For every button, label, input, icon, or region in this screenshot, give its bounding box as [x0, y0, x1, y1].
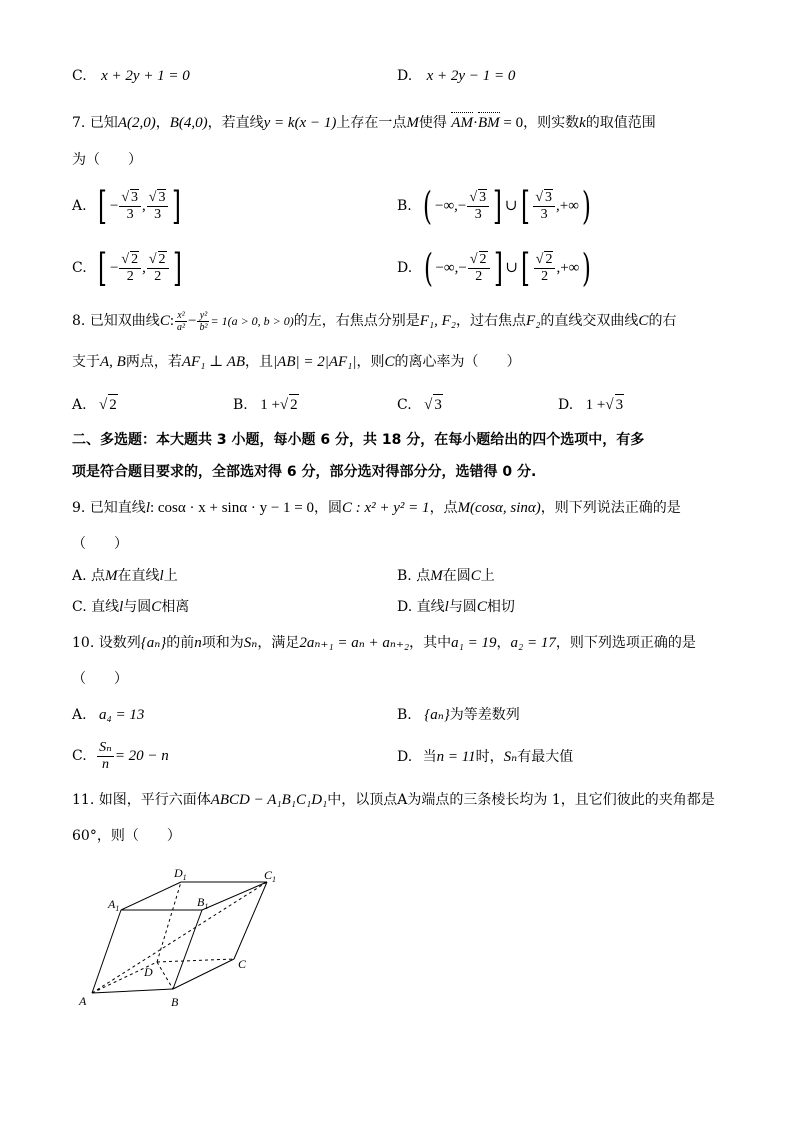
numerator: x²	[175, 310, 187, 322]
edge-ab	[92, 989, 173, 993]
q8-option-d: D. 1 +√ 3	[558, 394, 624, 415]
q7-stem-line2	[72, 150, 142, 170]
option-label: C.	[72, 260, 87, 276]
sum-sn: Sₙ	[243, 635, 258, 651]
text: 的直线交双曲线	[540, 313, 639, 329]
right-paren: )	[581, 184, 591, 228]
option-expression: a₄ = 13	[99, 707, 145, 723]
circle-equation: C : x² + y² = 1	[342, 500, 430, 516]
left-paren: (	[423, 184, 433, 228]
circle-c: C	[470, 568, 481, 584]
text: 的右	[648, 313, 677, 329]
text: ，则实数	[523, 115, 580, 131]
q6-option-c	[72, 66, 190, 86]
denominator: 2	[126, 269, 134, 284]
text: 为（ ）	[72, 152, 142, 168]
text: ，若直线	[207, 115, 264, 131]
vertex-letter: B	[197, 895, 205, 909]
text: 上	[163, 568, 178, 584]
q10-option-d	[397, 747, 573, 767]
fraction: $\frac{√ 2}{2}$	[147, 251, 169, 285]
numerator: Sₙ	[99, 739, 112, 755]
union-symbol: ∪	[505, 260, 518, 276]
text: ，圆	[314, 500, 342, 516]
variable-n: n	[194, 635, 202, 651]
vertex-subscript: 1	[182, 873, 187, 882]
option-label: C.	[72, 748, 87, 764]
colon: :	[169, 313, 174, 329]
option-label: B.	[233, 397, 248, 413]
vertex-subscript: 1	[204, 902, 209, 911]
option-label: A.	[72, 707, 87, 723]
radicand: 3	[158, 190, 166, 205]
q8-stem-line2	[72, 352, 521, 372]
question-number: 9.	[72, 500, 86, 516]
option-expression: x + 2y − 1 = 0	[426, 68, 516, 84]
denominator: 2	[475, 269, 483, 284]
question-number: 8.	[72, 313, 86, 329]
option-label: B.	[397, 707, 412, 723]
denominator: 3	[154, 207, 162, 222]
a1-value: a₁ = 19	[451, 635, 497, 651]
line-l: l	[444, 599, 449, 615]
vertex-label-b: B	[171, 995, 179, 1009]
radicand: 3	[545, 190, 553, 205]
left-bracket: [	[520, 184, 530, 228]
denominator: n	[101, 756, 109, 772]
left-bracket: [	[98, 246, 107, 290]
q7-option-a	[72, 184, 184, 228]
q7-option-b	[397, 184, 594, 228]
line-l: l	[159, 568, 164, 584]
radicand: 3	[479, 190, 487, 205]
line-equation: : cosα · x + sinα · y − 1 = 0	[149, 500, 314, 516]
focus-f2: F₂	[526, 313, 541, 329]
text: ，则	[356, 354, 385, 370]
prefix: 1 +	[260, 397, 280, 413]
option-label: D.	[397, 749, 413, 765]
n-value: n = 11	[436, 749, 476, 765]
text: ，其中	[409, 635, 452, 651]
text: 为等差数列	[449, 707, 520, 723]
left-bracket: [	[97, 184, 107, 228]
radicand: 2	[289, 394, 299, 415]
q8-option-c: C. √ 3	[397, 394, 443, 415]
separator: ,	[142, 260, 146, 276]
option-label: A.	[72, 397, 87, 413]
fraction	[97, 740, 114, 773]
variable-k: k	[579, 115, 586, 131]
option-expression: x + 2y + 1 = 0	[101, 68, 190, 84]
q11-stem-line1	[72, 790, 715, 810]
line-equation: y = k(x − 1)	[263, 115, 337, 131]
pos-infinity: ,+∞	[556, 260, 580, 276]
perpendicular: AF₁ ⊥ AB	[181, 354, 246, 370]
vertex-subscript: 1	[272, 875, 277, 884]
curve-c: C	[638, 313, 649, 329]
text: 与圆	[448, 599, 477, 615]
foci: F₁, F₂	[419, 313, 457, 329]
text: A. 点	[72, 568, 106, 584]
recurrence: 2aₙ₊₁ = aₙ + aₙ₊₂	[299, 635, 410, 651]
denominator: 3	[540, 207, 548, 222]
vertex-subscript: 1	[115, 904, 120, 913]
point-m: M	[406, 115, 419, 131]
q10-option-b	[397, 705, 520, 725]
fraction	[197, 310, 209, 333]
fraction: $\frac{√ 3}{3}$	[467, 189, 489, 223]
radicand: 2	[158, 252, 166, 267]
vertex-label-c1	[264, 868, 276, 884]
text: 中，以顶点A为端点的三条棱长均为 1，且它们彼此的夹角都是	[327, 792, 715, 808]
parallelepiped-figure	[76, 862, 286, 1012]
point-b: B(4,0)	[169, 115, 208, 131]
hidden-edge-db	[157, 962, 173, 989]
q9-option-b	[397, 566, 495, 586]
section-header-line1: 二、多选题：本大题共 3 小题，每小题 6 分，共 18 分，在每小题给出的四个选项中，有多	[72, 432, 645, 448]
curve-c: C	[159, 313, 170, 329]
text: 设数列	[98, 635, 141, 651]
text: 的离心率为（ ）	[394, 354, 521, 370]
section-header-line2: 项是符合题目要求的，全部选对得 6 分，部分选对得部分分，选错得 0 分.	[72, 464, 537, 480]
text: 上	[480, 568, 495, 584]
text: 当	[422, 749, 437, 765]
right-paren: )	[582, 246, 592, 290]
a2-value: a₂ = 17	[510, 635, 556, 651]
denominator: 2	[154, 269, 162, 284]
vector-am: AM	[451, 115, 473, 131]
denominator: 3	[126, 207, 134, 222]
radicand: 3	[433, 394, 443, 415]
text: 相切	[486, 599, 515, 615]
q10-option-a	[72, 705, 144, 725]
text: ，过右焦点	[456, 313, 527, 329]
text: D. 直线	[397, 599, 445, 615]
option-label: C.	[397, 397, 412, 413]
vertex-label-a: A	[79, 994, 87, 1008]
text: B. 点	[397, 568, 431, 584]
q7-option-d	[397, 246, 594, 290]
q9-stem-line1	[72, 498, 681, 518]
point-m: M	[430, 568, 443, 584]
sequence: {aₙ}	[424, 707, 450, 723]
right-bracket: ]	[172, 246, 182, 290]
vertex-letter: A	[108, 897, 116, 911]
text: ，	[155, 115, 170, 131]
text: 项和为	[201, 635, 244, 651]
text: 在直线	[117, 568, 160, 584]
text: ，且	[245, 354, 274, 370]
vertex-label-a1	[107, 897, 119, 913]
text: 使得	[418, 115, 447, 131]
minus-sign: −	[188, 313, 197, 329]
equals-zero: = 0	[499, 115, 524, 131]
prefix: 1 +	[585, 397, 606, 413]
q8-option-a: A. √ 2	[72, 394, 118, 415]
text: 相离	[161, 599, 190, 615]
text: 的前	[166, 635, 195, 651]
option-label: D.	[558, 397, 574, 413]
denominator: b²	[199, 321, 208, 333]
q10-stem-line1	[72, 633, 696, 653]
circle-c: C	[476, 599, 487, 615]
option-label: A.	[72, 198, 87, 214]
fraction: $\frac{√ 2}{2}$	[119, 251, 141, 285]
fraction: $\frac{√ 3}{3}$	[533, 189, 555, 223]
text: 上存在一点	[336, 115, 407, 131]
q7-option-c	[72, 246, 184, 290]
vertex-label-d1	[173, 866, 187, 882]
q7-stem-line1	[72, 113, 656, 133]
vertex-label-d: D	[144, 965, 153, 979]
text: ，则下列选项正确的是	[555, 635, 696, 651]
option-label: C.	[72, 68, 87, 84]
solid-name: ABCD − A₁B₁C₁D₁	[210, 792, 328, 808]
left-paren: (	[423, 246, 433, 290]
text: 的取值范围	[585, 115, 656, 131]
radicand: 2	[545, 252, 553, 267]
q10-stem-line2	[72, 669, 128, 689]
point-m: M	[105, 568, 118, 584]
edge-a1d1	[121, 882, 181, 910]
hidden-diagonal-ac1	[92, 882, 267, 993]
fraction: $\frac{√ 3}{3}$	[147, 189, 169, 223]
radicand: 2	[131, 252, 139, 267]
text: 已知双曲线	[89, 313, 160, 329]
option-expression: = 20 − n	[114, 748, 169, 764]
text: 支于	[72, 354, 100, 370]
curve-c: C	[384, 354, 395, 370]
right-bracket: ]	[493, 246, 503, 290]
text: 已知	[89, 115, 118, 131]
vertex-label-b1	[197, 895, 208, 911]
text: 两点，若	[125, 354, 182, 370]
text: （ ）	[72, 536, 128, 552]
vertex-label-c: C	[238, 957, 247, 971]
separator: ,	[142, 198, 146, 214]
numerator: y²	[197, 310, 209, 322]
sum-sn: Sₙ	[503, 749, 518, 765]
pos-infinity: ,+∞	[556, 198, 579, 214]
text: 已知直线	[89, 500, 146, 516]
question-number: 11.	[72, 792, 95, 808]
text: ，	[496, 635, 511, 651]
question-number: 7.	[72, 115, 86, 131]
fraction: $\frac{√ 2}{2}$	[468, 251, 490, 285]
neg-infinity: −∞,−	[435, 198, 467, 214]
text: ，满足	[257, 635, 300, 651]
q8-option-b: B. 1 +√ 2	[233, 394, 299, 415]
minus-sign: −	[109, 198, 119, 214]
point-m: M(cosα, sinα)	[457, 500, 541, 516]
question-number: 10.	[72, 635, 95, 651]
condition: = 1(a > 0, b > 0)	[210, 314, 294, 328]
fraction: $\frac{√ 3}{3}$	[119, 189, 141, 223]
option-label: D.	[397, 68, 413, 84]
text: 时，	[475, 749, 504, 765]
text: ，点	[429, 500, 458, 516]
fraction	[175, 310, 187, 333]
denominator: 2	[541, 269, 549, 284]
q10-option-c	[72, 738, 169, 774]
radicand: 3	[615, 394, 625, 415]
option-label: D.	[397, 260, 413, 276]
radicand: 2	[479, 252, 487, 267]
radicand: 3	[131, 190, 138, 205]
line-l: l	[145, 500, 150, 516]
text: 的左，右焦点分别是	[293, 313, 420, 329]
text: （ ）	[72, 671, 128, 687]
right-bracket: ]	[493, 184, 502, 228]
denominator: 3	[474, 207, 482, 222]
q11-stem-line2	[72, 826, 181, 846]
q9-stem-line2	[72, 534, 128, 554]
line-l: l	[119, 599, 124, 615]
point-a: A(2,0)	[117, 115, 156, 131]
circle-c: C	[151, 599, 162, 615]
fraction: $\frac{√ 2}{2}$	[534, 251, 556, 285]
sequence: {aₙ}	[140, 635, 167, 651]
points-ab: A, B	[100, 354, 126, 370]
abs-condition: |AB| = 2|AF₁|	[273, 354, 357, 370]
vector-bm: BM	[477, 115, 500, 131]
text: ，则下列说法正确的是	[540, 500, 681, 516]
text: 在圆	[442, 568, 471, 584]
radicand: 2	[108, 394, 118, 415]
q8-stem-line1	[72, 303, 676, 339]
q9-option-d	[397, 597, 515, 617]
option-label: B.	[397, 198, 412, 214]
right-bracket: ]	[172, 184, 182, 228]
text: 与圆	[123, 599, 152, 615]
dot-operator: ·	[472, 115, 478, 131]
q9-option-a	[72, 566, 178, 586]
union-symbol: ∪	[504, 198, 518, 214]
text: 60°，则（ ）	[72, 828, 181, 844]
text: 有最大值	[517, 749, 574, 765]
left-bracket: [	[520, 246, 530, 290]
text: 如图，平行六面体	[98, 792, 211, 808]
text: C. 直线	[72, 599, 120, 615]
minus-sign: −	[109, 260, 119, 276]
q6-option-d	[397, 66, 515, 86]
denominator: a²	[177, 321, 185, 333]
edge-aa1	[92, 910, 121, 993]
hidden-edge-dc	[157, 959, 234, 962]
vertex-letter: D	[174, 866, 183, 880]
vertex-letter: C	[264, 868, 273, 882]
q9-option-c	[72, 597, 189, 617]
neg-infinity: −∞,−	[435, 260, 467, 276]
